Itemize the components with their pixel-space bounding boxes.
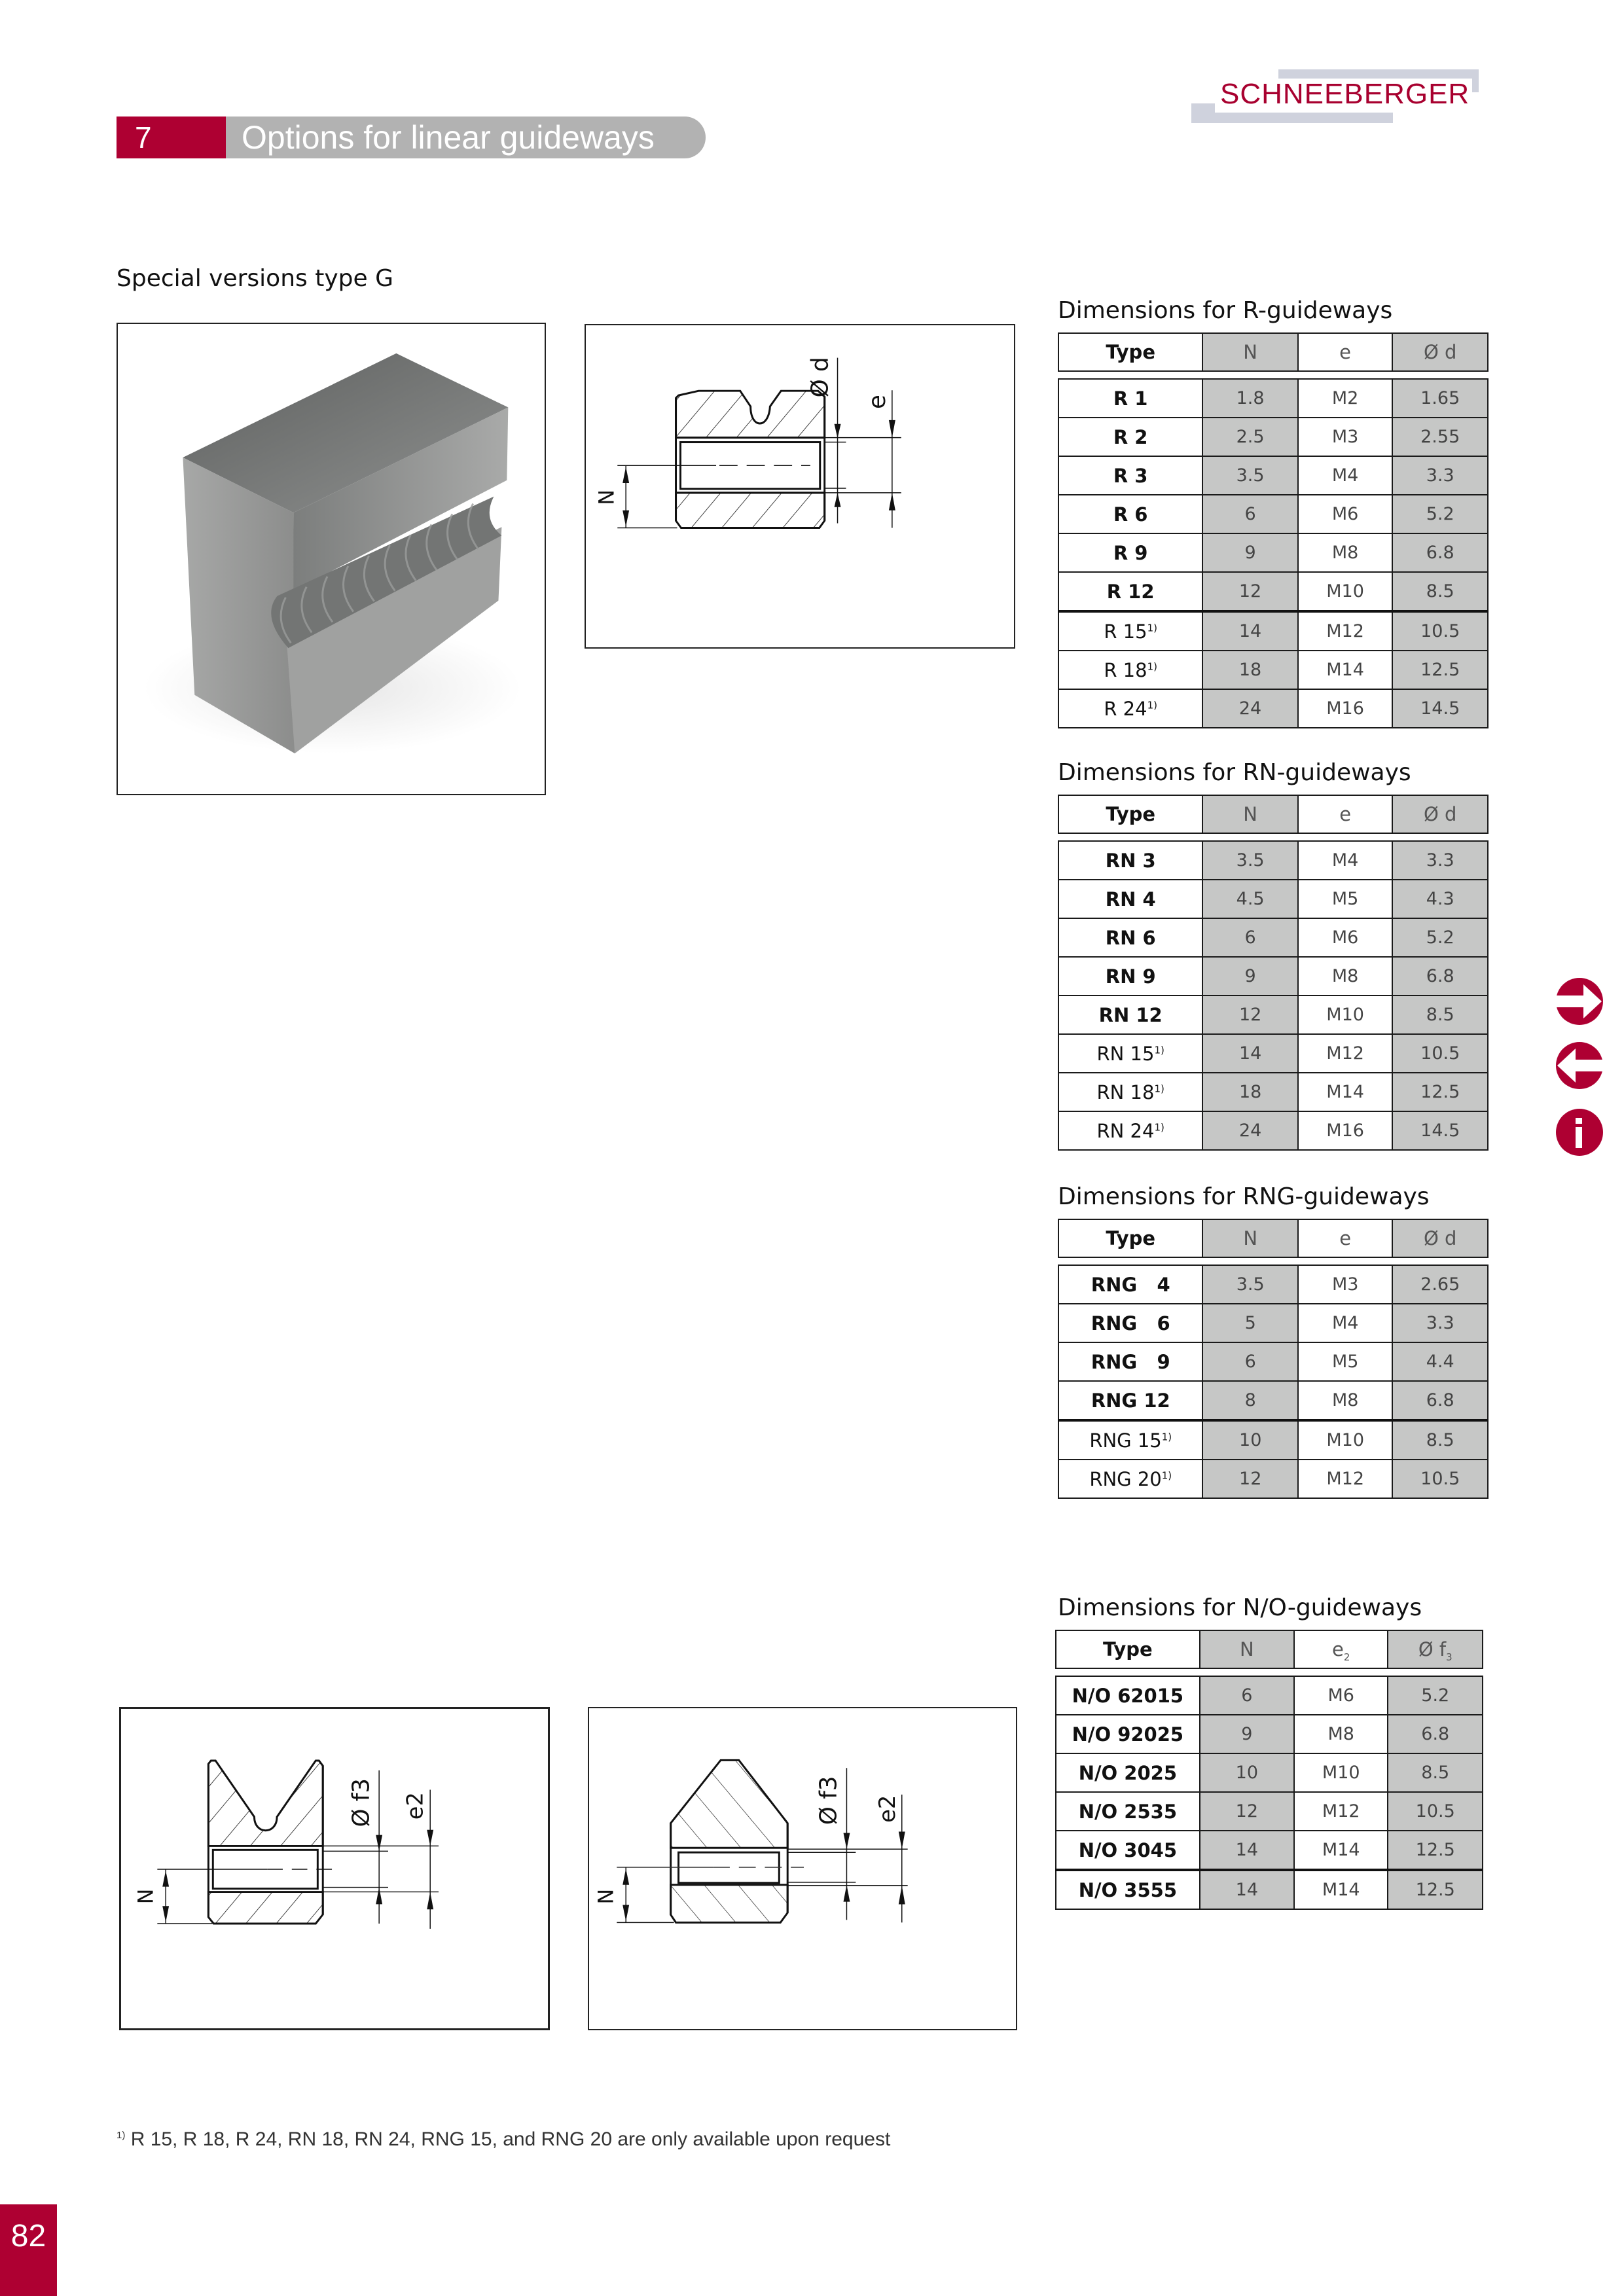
cell-n: 12 [1200,1792,1294,1831]
cell-e: M12 [1298,1460,1393,1498]
footnote-text: R 15, R 18, R 24, RN 18, RN 24, RNG 15, and RNG 20 are only available upon request [130,2128,891,2150]
table-row [1058,1073,1488,1111]
cell-n: 14 [1200,1831,1294,1870]
r-guideways-table [1058,332,1489,728]
cell-n: 3.5 [1202,841,1297,880]
cell-type: RNG 6 [1058,1304,1202,1342]
cell-d: 2.55 [1392,418,1488,456]
table-row [1056,1792,1483,1831]
cell-type: N/O 3555 [1056,1870,1200,1909]
cell-e: M8 [1298,533,1393,572]
no-v-groove-section-drawing [119,1707,550,2030]
cell-e: M2 [1298,379,1393,418]
cell-type: N/O 2025 [1056,1753,1200,1792]
header-n: N [1202,795,1297,833]
cell-d: 4.4 [1392,1342,1488,1381]
arrow-right-icon [1555,977,1604,1026]
cell-e: M4 [1298,841,1393,880]
cell-e: M10 [1298,1420,1393,1460]
next-page-button[interactable] [1555,977,1604,1026]
cell-n: 6 [1202,918,1297,957]
table-row [1056,1715,1483,1753]
no-guideways-table [1055,1630,1483,1910]
cell-e: M3 [1298,1265,1393,1304]
table-row [1058,1034,1488,1073]
cell-e: M14 [1294,1831,1388,1870]
cell-type: N/O 62015 [1056,1676,1200,1715]
table-header-row [1058,795,1488,833]
cell-n: 10 [1200,1753,1294,1792]
no-table-title: Dimensions for N/O-guideways [1058,1594,1422,1621]
table-row [1058,1265,1488,1304]
rn-guideways-table [1058,795,1489,1151]
cell-d: 12.5 [1392,1073,1488,1111]
cell-d: 4.3 [1392,880,1488,918]
chapter-number: 7 [117,117,226,158]
previous-page-button[interactable] [1555,1041,1604,1090]
dimension-label-e2: e2 [402,1792,428,1820]
footnote-ref: 1) [1161,1430,1172,1443]
chapter-header [117,117,706,158]
table-row [1056,1831,1483,1870]
dimension-label-f3: Ø f3 [815,1776,842,1825]
cell-e: M16 [1298,1111,1393,1150]
cell-type: RNG 15$^{1)}$ [1058,1420,1202,1460]
cell-type: RNG 12 [1058,1381,1202,1420]
dimension-label-e: e [863,395,891,410]
cell-type: RN 24$^{1)}$ [1058,1111,1202,1150]
cell-e: M14 [1294,1870,1388,1909]
cell-d: 8.5 [1388,1753,1483,1792]
cell-e: M10 [1294,1753,1388,1792]
cell-d: 14.5 [1392,1111,1488,1150]
g-type-section-drawing [585,324,1015,649]
cell-type: R 15$^{1)}$ [1058,611,1202,651]
table-row [1058,572,1488,611]
cell-d: 3.3 [1392,1304,1488,1342]
dimension-label-N: N [595,489,619,505]
cell-d: 3.3 [1392,456,1488,495]
cell-n: 12 [1202,572,1298,611]
cell-e: M14 [1298,1073,1393,1111]
cell-e: M8 [1298,957,1393,996]
dimension-label-e2: e2 [874,1795,900,1823]
cell-type: R 24$^{1)}$ [1058,689,1202,728]
table-row [1058,1420,1488,1460]
cell-e: M10 [1298,572,1393,611]
cell-e: M16 [1298,689,1393,728]
cell-e: M5 [1298,880,1393,918]
cell-n: 4.5 [1202,880,1297,918]
table-row [1058,841,1488,880]
cell-n: 3.5 [1202,456,1298,495]
info-icon [1555,1107,1604,1157]
cell-n: 9 [1202,957,1297,996]
footnote-ref: 1) [1154,1043,1164,1056]
rn-table-title: Dimensions for RN-guideways [1058,759,1411,786]
cell-d: 6.8 [1392,1381,1488,1420]
cell-d: 8.5 [1392,996,1488,1034]
cell-n: 3.5 [1202,1265,1297,1304]
table-row [1058,1381,1488,1420]
table-row [1056,1870,1483,1909]
table-row [1058,996,1488,1034]
header-d: Ø d [1392,333,1488,371]
r-table-title: Dimensions for R-guideways [1058,297,1393,324]
header-e: e [1298,1219,1393,1257]
cell-d: 3.3 [1392,841,1488,880]
dimension-label-N: N [134,1888,158,1905]
table-row [1058,379,1488,418]
cell-type: R 6 [1058,495,1202,533]
cell-e: M14 [1298,651,1393,689]
table-row [1058,611,1488,651]
table-row [1058,918,1488,957]
cell-d: 12.5 [1392,651,1488,689]
footnote-ref: 1) [1147,660,1157,672]
info-button[interactable] [1555,1107,1604,1157]
cell-d: 6.8 [1392,957,1488,996]
cell-type: RN 12 [1058,996,1202,1034]
cell-e: M10 [1298,996,1393,1034]
cell-n: 14 [1202,611,1298,651]
header-type: Type [1058,333,1202,371]
cell-d: 8.5 [1392,1420,1488,1460]
cell-e: M12 [1294,1792,1388,1831]
header-type: Type [1058,1219,1202,1257]
rng-guideways-table [1058,1219,1489,1499]
cell-n: 8 [1202,1381,1297,1420]
table-row [1056,1676,1483,1715]
cell-d: 5.2 [1392,495,1488,533]
cell-d: 12.5 [1388,1870,1483,1909]
logo-bar-bottom [1191,113,1393,123]
header-n: N [1202,333,1298,371]
cell-d: 12.5 [1388,1831,1483,1870]
cell-n: 6 [1202,495,1298,533]
header-f3: Ø $f_3$ [1388,1630,1483,1668]
dimension-label-N: N [594,1888,619,1905]
cell-type: N/O 2535 [1056,1792,1200,1831]
section-title: Special versions type G [117,265,393,292]
cell-n: 6 [1202,1342,1297,1381]
footnote [117,2128,890,2151]
table-row [1058,1111,1488,1150]
cell-e: M8 [1294,1715,1388,1753]
cell-n: 12 [1202,996,1297,1034]
cell-e: M6 [1294,1676,1388,1715]
header-d: Ø d [1392,795,1488,833]
table-row [1058,957,1488,996]
cell-e: M6 [1298,918,1393,957]
cell-e: M4 [1298,456,1393,495]
cell-n: 24 [1202,1111,1297,1150]
cell-d: 1.65 [1392,379,1488,418]
cell-d: 6.8 [1388,1715,1483,1753]
cell-d: 10.5 [1392,1034,1488,1073]
table-row [1056,1753,1483,1792]
cell-n: 14 [1200,1870,1294,1909]
cell-type: RN 4 [1058,880,1202,918]
product-render-image [117,323,546,795]
page-number: 82 [0,2204,57,2296]
header-n: N [1200,1630,1294,1668]
table-row [1058,533,1488,572]
cell-type: R 12 [1058,572,1202,611]
cell-type: N/O 92025 [1056,1715,1200,1753]
cell-type: RNG 20$^{1)}$ [1058,1460,1202,1498]
cell-n: 2.5 [1202,418,1298,456]
cell-e: M6 [1298,495,1393,533]
g-type-block-render [118,324,545,794]
footnote-ref: 1) [1147,698,1157,711]
cell-type: RN 15$^{1)}$ [1058,1034,1202,1073]
cell-type: R 3 [1058,456,1202,495]
cell-d: 10.5 [1388,1792,1483,1831]
cell-type: N/O 3045 [1056,1831,1200,1870]
cell-d: 10.5 [1392,1460,1488,1498]
table-row [1058,689,1488,728]
dimension-label-d: Ø d [806,357,834,398]
no-pointed-section-drawing [588,1707,1017,2030]
cell-n: 9 [1202,533,1298,572]
cell-e: M3 [1298,418,1393,456]
table-row [1058,418,1488,456]
table-row [1058,651,1488,689]
cell-n: 14 [1202,1034,1297,1073]
cell-n: 12 [1202,1460,1297,1498]
cell-type: R 18$^{1)}$ [1058,651,1202,689]
footnote-ref: 1) [1147,621,1157,634]
cell-type: RN 18$^{1)}$ [1058,1073,1202,1111]
cell-type: RN 6 [1058,918,1202,957]
cell-e: M4 [1298,1304,1393,1342]
table-header-row [1056,1630,1483,1668]
footnote-marker: 1) [117,2130,126,2141]
cell-d: 14.5 [1392,689,1488,728]
header-type: Type [1058,795,1202,833]
cell-e: M12 [1298,1034,1393,1073]
cell-e: M8 [1298,1381,1393,1420]
header-type: Type [1056,1630,1200,1668]
dimension-label-f3: Ø f3 [348,1778,375,1827]
cell-n: 18 [1202,651,1298,689]
cell-d: 5.2 [1392,918,1488,957]
cell-d: 8.5 [1392,572,1488,611]
footnote-ref: 1) [1161,1469,1172,1481]
cell-n: 10 [1202,1420,1297,1460]
cell-n: 18 [1202,1073,1297,1111]
table-header-row [1058,1219,1488,1257]
cell-e: M12 [1298,611,1393,651]
cell-d: 6.8 [1392,533,1488,572]
table-row [1058,1342,1488,1381]
cell-d: 10.5 [1392,611,1488,651]
cell-type: RN 9 [1058,957,1202,996]
cell-type: R 9 [1058,533,1202,572]
cell-n: 24 [1202,689,1298,728]
cell-type: RNG 9 [1058,1342,1202,1381]
chapter-title: Options for linear guideways [226,117,706,158]
cell-type: RNG 4 [1058,1265,1202,1304]
cell-type: R 2 [1058,418,1202,456]
cell-e: M5 [1298,1342,1393,1381]
rng-table-title: Dimensions for RNG-guideways [1058,1183,1430,1210]
header-e2: $e_2$ [1294,1630,1388,1668]
table-row [1058,495,1488,533]
logo-text: SCHNEEBERGER [1218,79,1472,110]
header-e: e [1298,795,1393,833]
cell-n: 1.8 [1202,379,1298,418]
cell-d: 2.65 [1392,1265,1488,1304]
table-row [1058,1304,1488,1342]
cell-n: 5 [1202,1304,1297,1342]
arrow-left-icon [1555,1041,1604,1090]
cell-n: 6 [1200,1676,1294,1715]
footnote-ref: 1) [1154,1082,1164,1094]
header-e: e [1298,333,1393,371]
table-header-row [1058,333,1488,371]
cell-n: 9 [1200,1715,1294,1753]
header-d: Ø d [1392,1219,1488,1257]
header-n: N [1202,1219,1297,1257]
table-row [1058,456,1488,495]
cell-type: RN 3 [1058,841,1202,880]
cell-d: 5.2 [1388,1676,1483,1715]
table-row [1058,880,1488,918]
schneeberger-logo [1172,65,1486,118]
cell-type: R 1 [1058,379,1202,418]
table-row [1058,1460,1488,1498]
footnote-ref: 1) [1154,1121,1164,1133]
